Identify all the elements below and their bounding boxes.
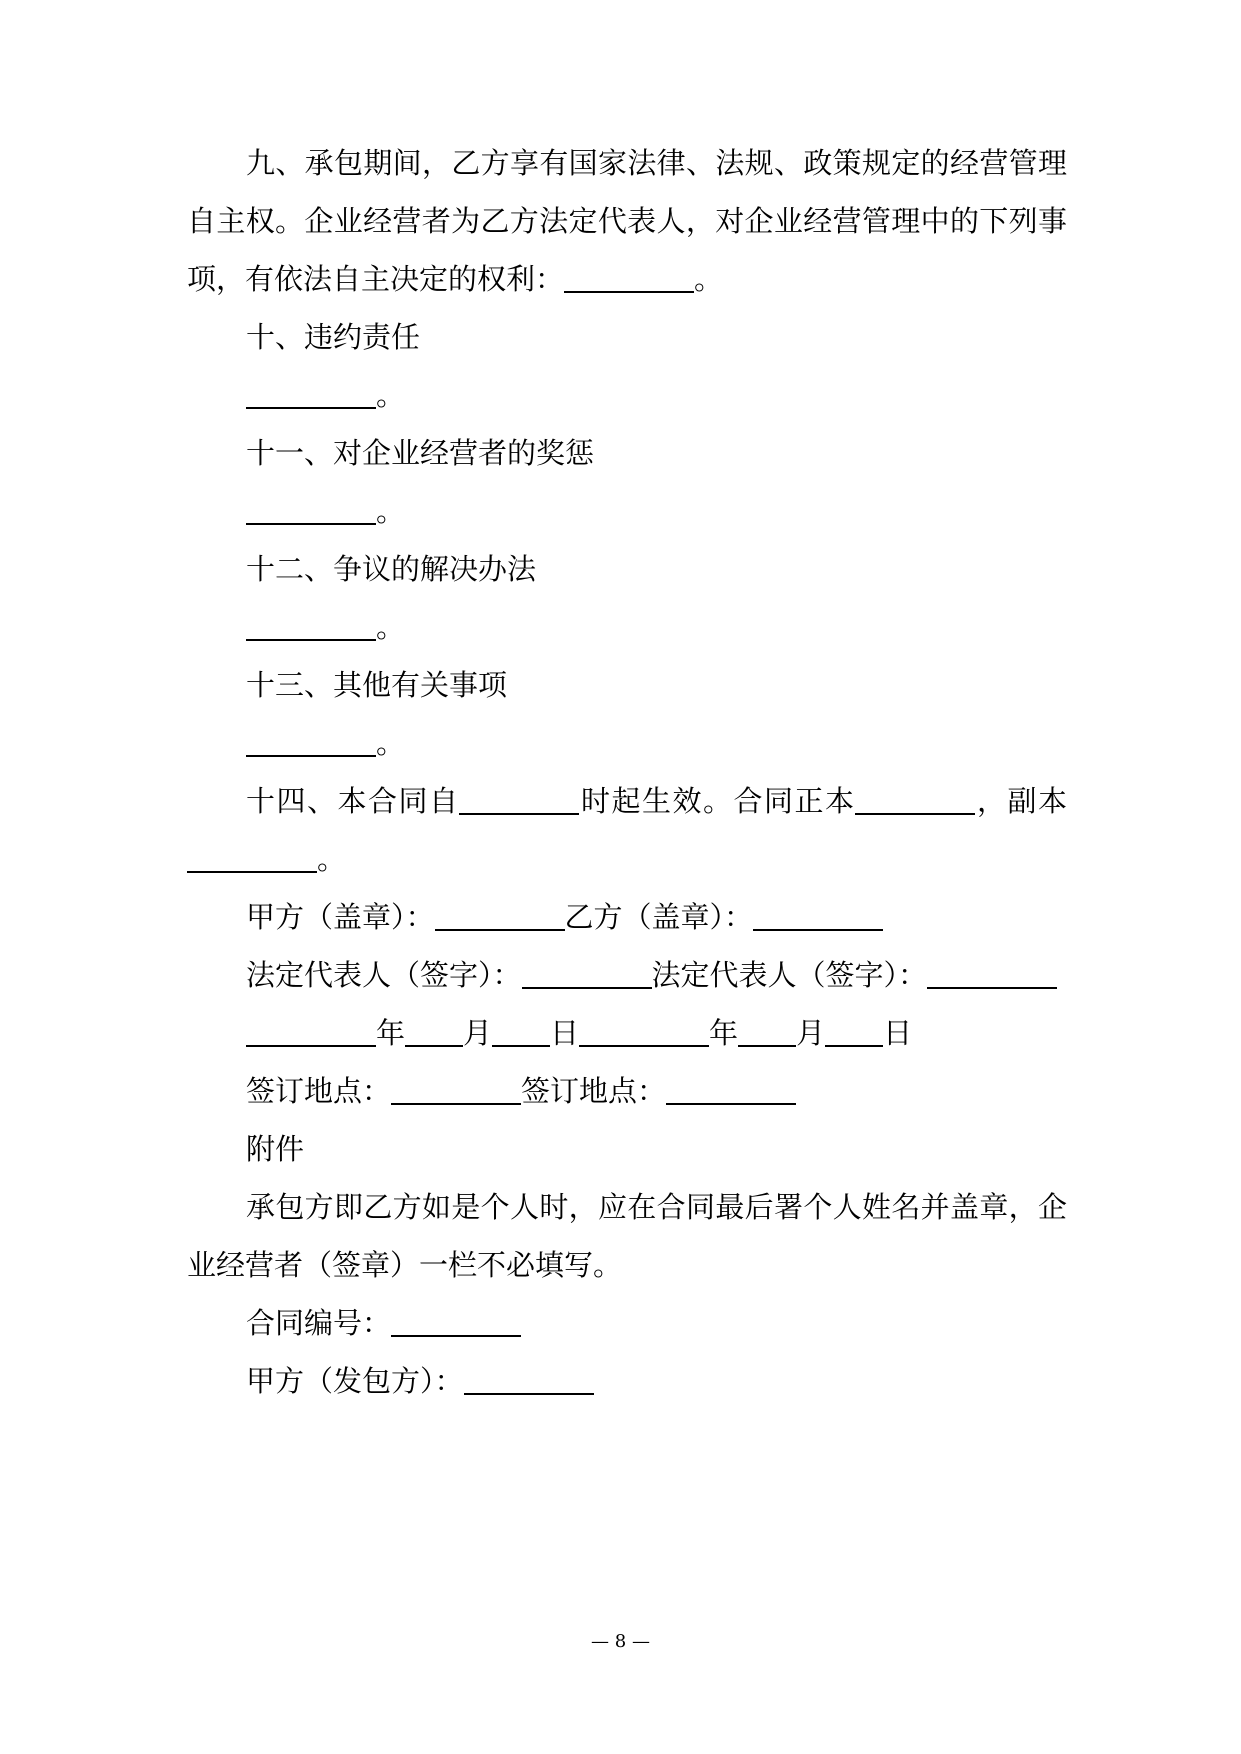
blank-field[interactable]	[246, 609, 376, 641]
appendix-note-line-2: 业经营者（签章）一栏不必填写。	[187, 1248, 623, 1282]
party-b-day-blank[interactable]	[825, 1015, 883, 1047]
clause-13-body: 。	[246, 723, 1067, 763]
party-a-place-blank[interactable]	[391, 1073, 521, 1105]
sign-place-row: 签订地点： 签订地点：	[246, 1071, 1067, 1111]
clause-12-title: 十二、争议的解决办法	[246, 552, 537, 586]
contract-number-blank[interactable]	[391, 1305, 521, 1337]
party-a-rep-blank[interactable]	[522, 957, 652, 989]
clause-11-body: 。	[246, 491, 1067, 531]
blank-field[interactable]	[246, 493, 376, 525]
appendix-note-line-1: 承包方即乙方如是个人时，应在合同最后署个人姓名并盖章，企	[246, 1190, 1067, 1224]
party-b-month-blank[interactable]	[738, 1015, 796, 1047]
contract-number-row: 合同编号：	[246, 1303, 1067, 1343]
party-b-place-blank[interactable]	[666, 1073, 796, 1105]
party-b-year-blank[interactable]	[579, 1015, 709, 1047]
blank-field[interactable]	[246, 377, 376, 409]
original-count-blank[interactable]	[855, 783, 975, 815]
page-number: — 8 —	[591, 1631, 650, 1652]
party-a-seal-blank[interactable]	[435, 899, 565, 931]
party-a-month-blank[interactable]	[405, 1015, 463, 1047]
copy-count-blank[interactable]	[187, 841, 317, 873]
clause-13-title: 十三、其他有关事项	[246, 668, 508, 702]
party-seal-row: 甲方（盖章）： 乙方（盖章）：	[246, 897, 1067, 937]
clause-11-title: 十一、对企业经营者的奖惩	[246, 436, 595, 470]
party-b-seal-blank[interactable]	[753, 899, 883, 931]
clause-10-body: 。	[246, 375, 1067, 415]
effective-date-blank[interactable]	[459, 783, 579, 815]
appendix-title: 附件	[246, 1132, 305, 1166]
clause-10-title: 十、违约责任	[246, 320, 421, 354]
party-a-year-blank[interactable]	[246, 1015, 376, 1047]
party-b-rep-blank[interactable]	[927, 957, 1057, 989]
blank-field[interactable]	[246, 725, 376, 757]
clause-12-body: 。	[246, 607, 1067, 647]
blank-field[interactable]	[564, 261, 694, 293]
clause-9-line-1: 九、承包期间，乙方享有国家法律、法规、政策规定的经营管理	[246, 146, 1067, 180]
party-a-day-blank[interactable]	[492, 1015, 550, 1047]
issuer-row: 甲方（发包方）：	[246, 1361, 1067, 1401]
date-row: 年 月 日 年 月 日	[246, 1013, 1067, 1053]
clause-9-line-3: 项，有依法自主决定的权利： 。	[187, 262, 724, 296]
issuer-blank[interactable]	[464, 1363, 594, 1395]
clause-14-line-1: 十四、本合同自 时起生效。合同正本 ，副本	[246, 784, 1067, 818]
clause-14-line-2: 。	[187, 839, 1067, 879]
legal-rep-row: 法定代表人（签字）： 法定代表人（签字）：	[246, 955, 1067, 995]
clause-9-line-2: 自主权。企业经营者为乙方法定代表人，对企业经营管理中的下列事	[187, 204, 1067, 238]
